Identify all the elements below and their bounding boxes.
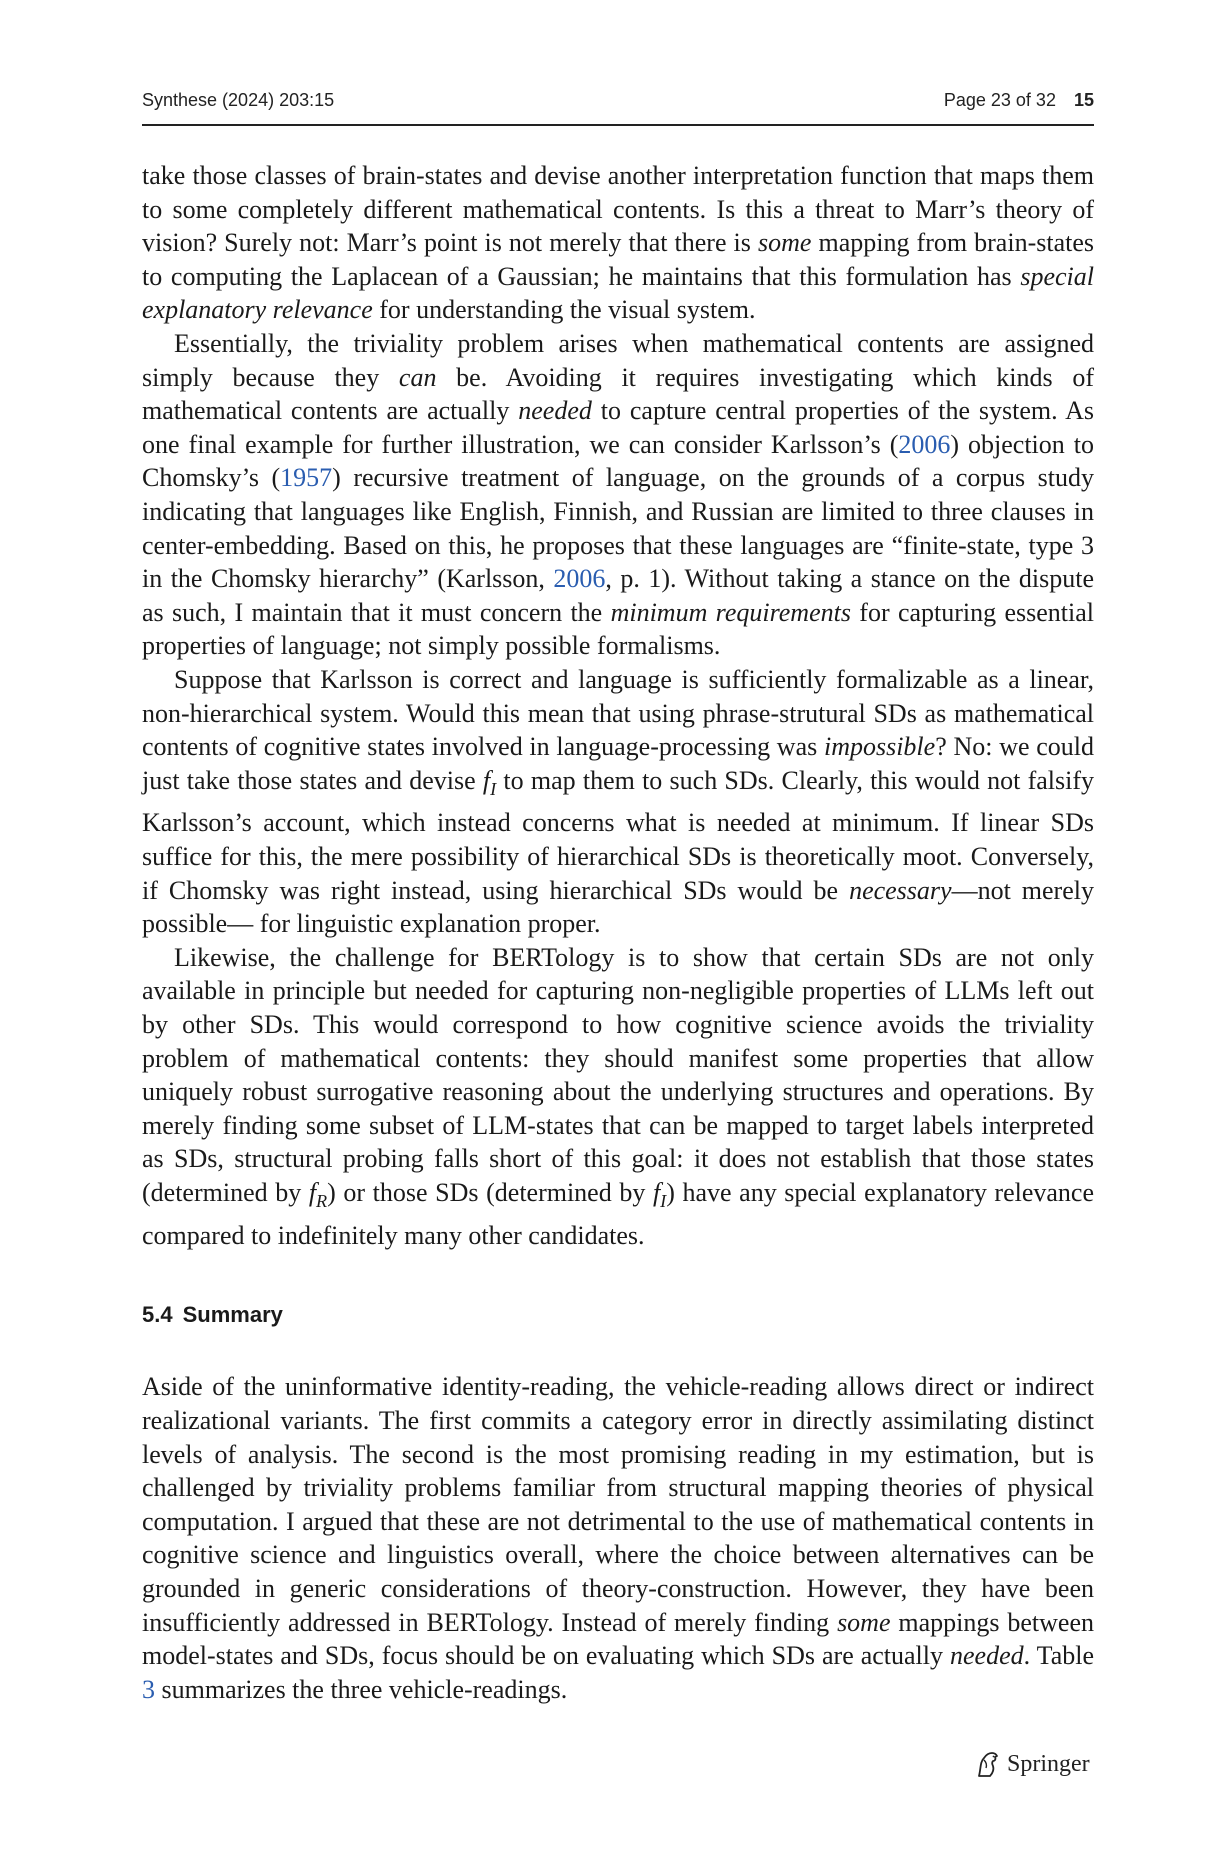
- text-span: ) or those SDs (determined by: [327, 1178, 653, 1207]
- math-f-sub-r: [308, 1178, 328, 1212]
- summary-paragraph: [142, 1370, 1094, 1706]
- paragraph-1: [142, 159, 1094, 327]
- emphasis: necessary: [849, 875, 952, 905]
- publisher-name: Springer: [1007, 1750, 1090, 1777]
- text-span: Likewise, the challenge for BERTology is to show that certain SDs are not only available in principle but needed for capturing non-negligible properties of LLMs left out by other SDs. This would correspond to how cognitive science avoids the triviality problem of mathematical contents: they should manifest some properties that allow uniquely robust surrogative reasoning about the underlying structures and operations. By merely finding some subset of LLM-states that can be mapped to target labels interpreted as SDs, structural probing falls short of this goal: it does not establish that those states (determined by: [142, 942, 1094, 1207]
- text-span: mapping from brain-states to computing the Laplacean of a Gaussian; he maintains that this formulation has: [142, 228, 1094, 291]
- text-span: ? No: we could just take those states and devise: [142, 732, 1094, 795]
- text-span: be. Avoiding it requires investigating which kinds of mathematical contents are actually: [142, 362, 1094, 426]
- citation-link-karlsson-2006-b[interactable]: 2006: [553, 564, 606, 594]
- page-number: 15: [1073, 90, 1094, 110]
- section-heading: [142, 1302, 1094, 1328]
- table-reference-link[interactable]: 3: [142, 1674, 155, 1704]
- math-f-sub-i: [482, 765, 497, 799]
- paragraph-3: [142, 663, 1094, 941]
- section-title: Summary: [182, 1302, 283, 1328]
- text-span: to map them to such SDs. Clearly, this would not falsify Karlsson’s account, which instead concerns what is needed at minimum. If linear SDs suffice for this, the mere possibility of hierarchical SDs is theoretically moot. Conversely, if Chomsky was right instead, using hierarchical SDs would be: [142, 765, 1094, 905]
- math-subscript: I: [660, 1191, 667, 1212]
- page-label: Page 23 of 32: [943, 90, 1056, 110]
- text-span: for understanding the visual system.: [372, 295, 756, 325]
- emphasis: impossible: [823, 732, 936, 762]
- running-header: [142, 90, 1094, 111]
- math-subscript: R: [316, 1191, 328, 1212]
- emphasis: some: [757, 228, 812, 258]
- journal-citation: Synthese (2024) 203:15: [142, 90, 335, 110]
- page-info: [930, 90, 1094, 111]
- math-symbol: f: [652, 1178, 661, 1207]
- text-span: Suppose that Karlsson is correct and language is sufficiently formalizable as a linear, non-hierarchical system. Would this mean that using phrase-strutural SDs as mathematical contents of cognitive states involved in language-processing was: [142, 664, 1094, 762]
- text-span: . Table: [1023, 1641, 1095, 1671]
- text-span: Essentially, the triviality problem arises when mathematical contents are assigned simply because they: [142, 328, 1094, 392]
- math-subscript: I: [490, 778, 497, 799]
- text-span: take those classes of brain-states and devise another interpretation function that maps them to some completely different mathematical contents. Is this a threat to Marr’s theory of vision? Surely not: Marr’s point is not merely that there is: [142, 161, 1094, 258]
- text-span: —not merely possible— for linguistic explanation proper.: [142, 875, 1094, 939]
- publisher-footer: [975, 1750, 1090, 1778]
- text-span: for capturing essential properties of language; not simply possible formalisms.: [142, 597, 1095, 661]
- emphasis: some: [837, 1607, 891, 1637]
- text-span: ) objection to Chomsky’s (: [142, 429, 1094, 493]
- emphasis: needed: [518, 396, 592, 426]
- paragraph-4: [142, 941, 1094, 1253]
- text-span: summarizes the three vehicle-readings.: [155, 1674, 568, 1704]
- math-symbol: f: [308, 1178, 317, 1207]
- emphasis: special explanatory relevance: [142, 261, 1094, 325]
- citation-link-karlsson-2006[interactable]: 2006: [898, 429, 951, 459]
- math-symbol: f: [482, 765, 491, 795]
- text-span: ) have any special explanatory relevance compared to indefinitely many other candidates.: [142, 1178, 1094, 1250]
- section-number: 5.4: [142, 1302, 173, 1328]
- springer-horse-icon: [975, 1750, 1001, 1778]
- main-text: [142, 159, 1094, 1706]
- math-f-sub-i: [652, 1178, 667, 1212]
- text-span: Aside of the uninformative identity-reading, the vehicle-reading allows direct or indirect realizational variants. The first commits a category error in directly assimilating distinct levels of analysis. The second is the most promising reading in my estimation, but is challenged by triviality problems familiar from structural mapping theories of physical computation. I argued that these are not detrimental to the use of mathematical contents in cognitive science and linguistics overall, where the choice between alternatives can be grounded in generic considerations of theory-construction. However, they have been insufficiently addressed in BERTology. Instead of merely finding: [142, 1372, 1094, 1637]
- text-span: , p. 1). Without taking a stance on the dispute as such, I maintain that it must concern the: [142, 564, 1095, 627]
- emphasis: minimum requirements: [610, 597, 851, 627]
- text-span: ) recursive treatment of language, on the grounds of a corpus study indicating that languages like English, Finnish, and Russian are limited to three clauses in center-embedding. Based on this, he proposes that these languages are “finite-state, type 3 in the Chomsky hierarchy” (Karlsson,: [142, 463, 1094, 594]
- header-rule: [142, 124, 1094, 126]
- emphasis: can: [398, 362, 437, 392]
- paragraph-2: [142, 327, 1094, 663]
- citation-link-chomsky-1957[interactable]: 1957: [280, 463, 333, 493]
- text-span: mappings between model-states and SDs, focus should be on evaluating which SDs are actually: [142, 1607, 1094, 1671]
- text-span: to capture central properties of the system. As one final example for further illustration, we can consider Karlsson’s (: [142, 396, 1094, 459]
- emphasis: needed: [950, 1641, 1024, 1671]
